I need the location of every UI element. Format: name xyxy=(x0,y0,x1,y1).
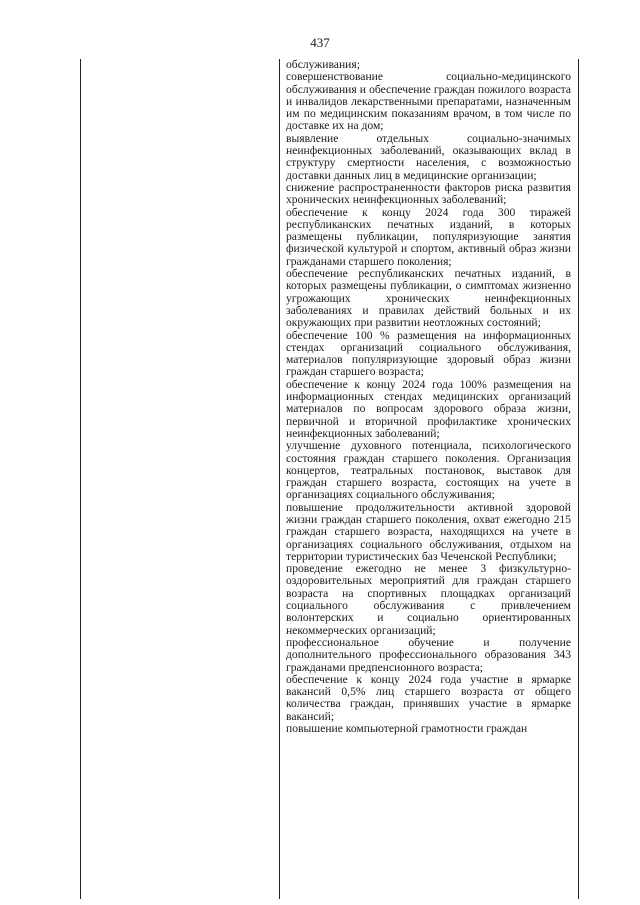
paragraph: снижение распространенности факторов риска развития хронических неинфекционных заболеваний; xyxy=(286,180,571,207)
paragraph: повышение компьютерной грамотности граждан xyxy=(286,722,528,736)
paragraph: обеспечение к концу 2024 года 300 тиражей республиканских печатных изданий, в которых размещены публикации, популяризующие занятия физической культурой и спортом, активный образ жизни гражданами старшего поколения; xyxy=(286,205,571,268)
paragraph: обслуживания; xyxy=(286,58,360,71)
column-divider xyxy=(279,59,280,899)
paragraph: обеспечение к концу 2024 года участие в ярмарке вакансий 0,5% лиц старшего возраста от общего количества граждан, принявших участие в ярмарке вакансий; xyxy=(286,672,571,723)
paragraph: совершенствование социально-медицинского обслуживания и обеспечение граждан пожилого возраста и инвалидов лекарственными препаратами, назначенным им по медицинским показаниям врачом, в том числе по доставке их на дом; xyxy=(286,70,571,133)
paragraph: выявление отдельных социально-значимых неинфекционных заболеваний, оказывающих вклад в структуру смертности населения, с возможностью доставки данных лиц в медицинские организации; xyxy=(286,131,571,182)
paragraph: улучшение духовного потенциала, психологического состояния граждан старшего поколения. Организация концертов, театральных постановок, выставок для граждан старшего возраста, состоящих на учете в организациях социального обслуживания; xyxy=(286,439,571,502)
paragraph: профессиональное обучение и получение дополнительного профессионального образования 343 гражданами предпенсионного возраста; xyxy=(286,635,571,674)
paragraph: обеспечение республиканских печатных изданий, в которых размещены публикации, о симптомах жизненно угрожающих хронических неинфекционных заболеваниях и правилах действий больных и их окружающих при развитии неотложных состояний; xyxy=(286,267,571,330)
table-cell-right xyxy=(286,59,571,735)
paragraph: проведение ежегодно не менее 3 физкультурно-оздоровительных мероприятий для граждан старшего возраста на спортивных площадках организаций социального обслуживания с привлечением волонтерских и социально ориентированных некоммерческих организаций; xyxy=(286,562,571,637)
paragraph: обеспечение к концу 2024 года 100% размещения на информационных стендах медицинских организаций материалов по вопросам здорового образа жизни, первичной и вторичной профилактике хронических неинфекционных заболеваний; xyxy=(286,377,571,440)
table-cell-left xyxy=(81,59,279,899)
paragraph: повышение продолжительности активной здоровой жизни граждан старшего поколения, охват ежегодно 215 граждан старшего возраста, находящихся на учете в организациях социального обслуживания, отдыхом на территории туристических баз Чеченской Республики; xyxy=(286,500,571,563)
document-table xyxy=(80,59,579,899)
paragraph: обеспечение 100 % размещения на информационных стендах организаций социального обслуживания, материалов популяризующие здоровый образ жизни граждан старшего возраста; xyxy=(286,328,571,379)
page-number: 437 xyxy=(310,35,330,50)
